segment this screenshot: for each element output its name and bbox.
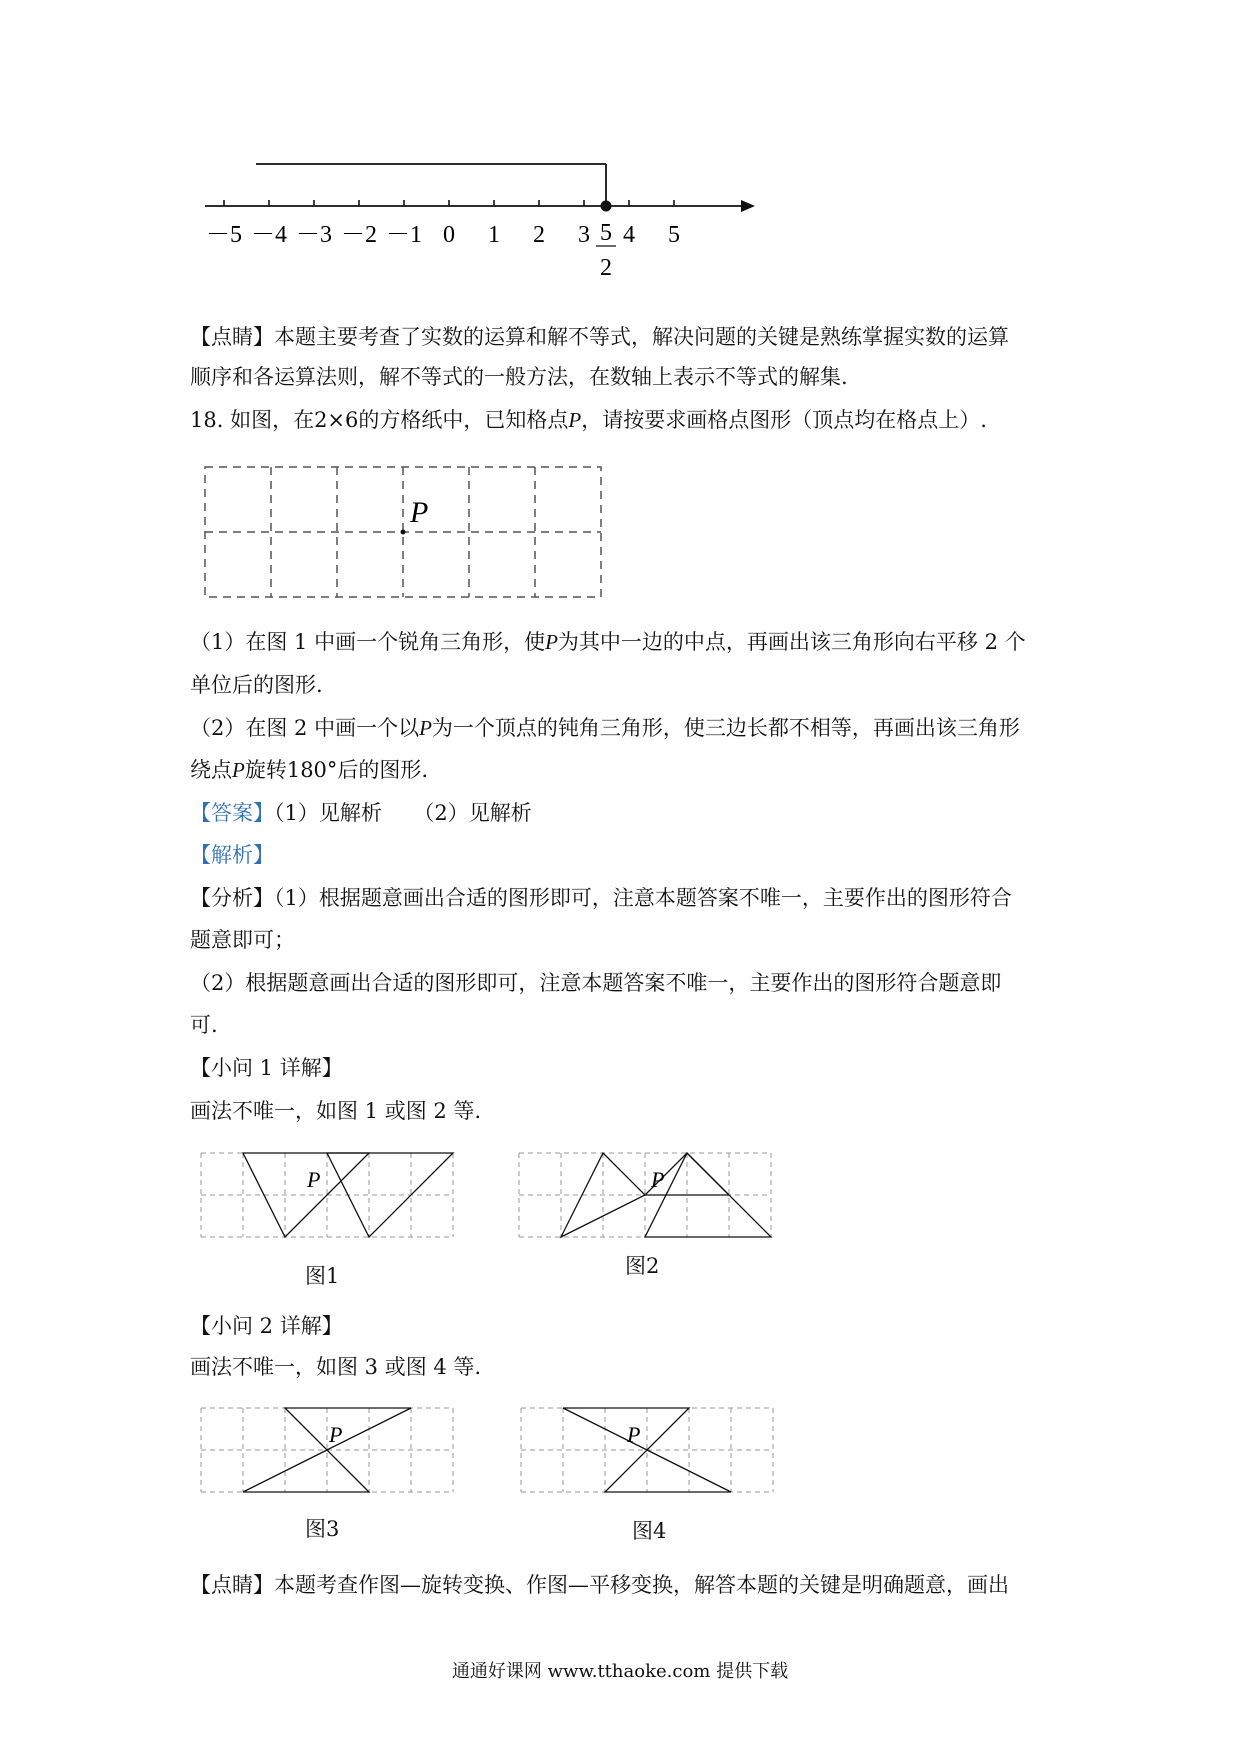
fraction-numerator: 5 [600, 220, 612, 246]
page-footer: 通通好课网 www.tthaoke.com 提供下载 [451, 1661, 789, 1682]
figure-1-caption: 图1 [305, 1264, 340, 1288]
figure-3-caption: 图3 [305, 1517, 340, 1541]
number-line-tick-label: －1 [386, 222, 422, 248]
sub-1-heading: 【小问 1 详解】 [190, 1056, 343, 1080]
sub-2-heading: 【小问 2 详解】 [190, 1314, 343, 1338]
figure-4-caption: 图4 [632, 1519, 667, 1543]
review-1-line-1: 【点睛】本题主要考查了实数的运算和解不等式，解决问题的关键是熟练掌握实数的运算 [190, 325, 1009, 349]
solution-tag: 【解析】 [190, 843, 274, 867]
figure-2 [513, 1147, 778, 1243]
number-line-tick-label: －5 [206, 222, 242, 248]
review-2-line-1: 【点睛】本题考查作图—旋转变换、作图—平移变换，解答本题的关键是明确题意，画出 [190, 1573, 1009, 1597]
figure-4 [515, 1402, 780, 1498]
part-2-line-2: 绕点P旋转180°后的图形. [190, 758, 429, 782]
figure-4-p-label: P [627, 1422, 641, 1447]
question-grid [200, 462, 610, 602]
number-line-tick-label: －3 [296, 222, 332, 248]
figure-3-p-label: P [329, 1422, 343, 1447]
analysis-line-3: （2）根据题意画出合适的图形即可，注意本题答案不唯一，主要作出的图形符合题意即 [190, 971, 1002, 995]
sub-2-text: 画法不唯一，如图 3 或图 4 等. [190, 1355, 482, 1379]
part-2-line-1: （2）在图 2 中画一个以P为一个顶点的钝角三角形，使三边长都不相等，再画出该三角形 [190, 716, 1020, 740]
number-line-tick-label: －4 [251, 222, 287, 248]
point-p-label: P [410, 496, 429, 529]
figure-1-p-label: P [307, 1167, 321, 1192]
part-1-line-2: 单位后的图形. [190, 673, 323, 697]
number-line-tick-label: －2 [341, 222, 377, 248]
answer-line: 【答案】（1）见解析 （2）见解析 [190, 801, 532, 825]
number-line-tick-label: 4 [623, 222, 635, 248]
sub-1-text: 画法不唯一，如图 1 或图 2 等. [190, 1099, 482, 1123]
analysis-line-1: 【分析】（1）根据题意画出合适的图形即可，注意本题答案不唯一，主要作出的图形符合 [190, 886, 1012, 910]
fraction-denominator: 2 [600, 255, 612, 281]
number-line [200, 150, 770, 290]
figure-2-p-label: P [651, 1167, 665, 1192]
number-line-tick-label: 2 [533, 222, 545, 248]
figure-1 [195, 1147, 460, 1243]
part-1-line-1: （1）在图 1 中画一个锐角三角形，使P为其中一边的中点，再画出该三角形向右平移 2 个 [190, 630, 1026, 654]
number-line-tick-label: 0 [443, 222, 455, 248]
number-line-tick-label: 1 [488, 222, 500, 248]
figure-3 [195, 1402, 460, 1498]
analysis-line-4: 可. [190, 1013, 218, 1037]
figure-2-caption: 图2 [625, 1254, 660, 1278]
question-18-stem: 18. 如图，在2×6的方格纸中，已知格点P，请按要求画格点图形（顶点均在格点上）. [190, 408, 987, 432]
solid-point-marker [601, 201, 612, 212]
analysis-line-2: 题意即可； [190, 928, 295, 952]
number-line-tick-label: 3 [578, 222, 590, 248]
review-1-line-2: 顺序和各运算法则，解不等式的一般方法，在数轴上表示不等式的解集. [190, 365, 848, 389]
number-line-tick-label: 5 [668, 222, 680, 248]
